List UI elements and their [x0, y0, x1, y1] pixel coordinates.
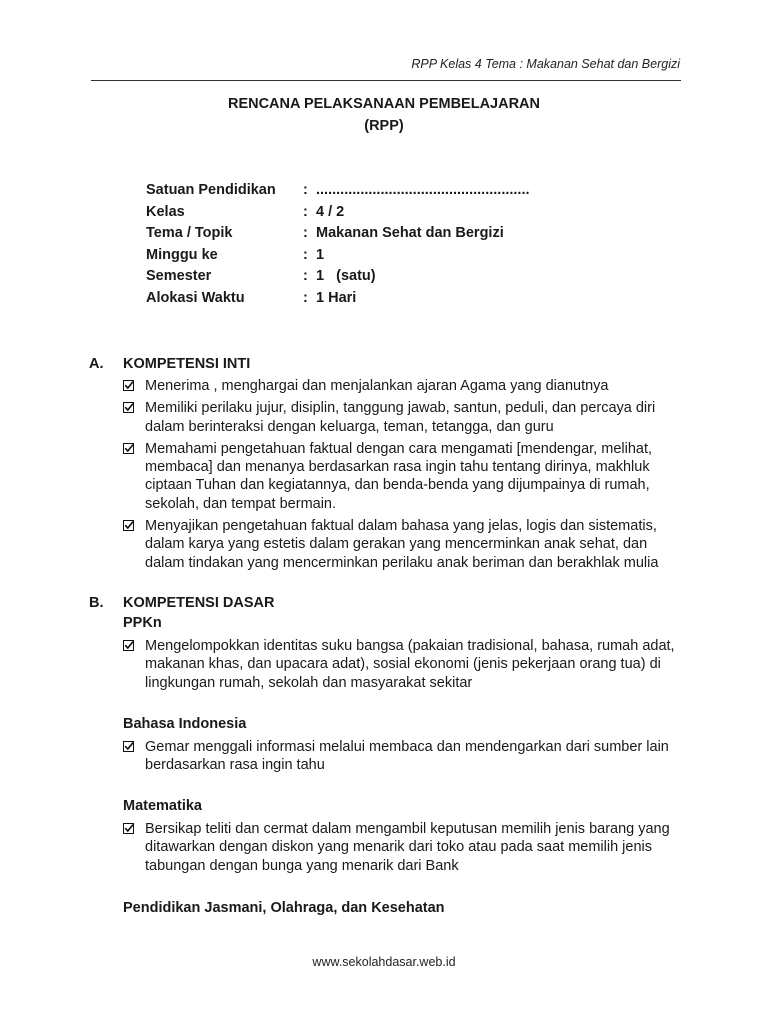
checkbox-icon	[123, 640, 134, 651]
identity-row	[146, 288, 530, 310]
ppkn-list	[123, 637, 683, 696]
list-item-text: Bersikap teliti dan cermat dalam mengambil keputusan memilih jenis barang yang ditawarkan dengan diskon yang menarik dari toko atau pada saat memilih jenis tabungan dengan bunga yang menarik dari Bank	[145, 821, 670, 874]
identity-colon: :	[303, 268, 308, 284]
identity-value: .....................................................	[316, 182, 530, 198]
section-letter: B.	[89, 595, 104, 611]
identity-value: 1	[316, 246, 325, 263]
identity-value: Makanan Sehat dan Bergizi	[316, 225, 504, 241]
section-title: KOMPETENSI DASAR	[123, 595, 275, 611]
identity-label: Minggu ke	[146, 246, 218, 263]
identity-table	[146, 180, 530, 309]
bahasa-indonesia-list	[123, 738, 683, 779]
subject-heading-pjok: Pendidikan Jasmani, Olahraga, dan Kesehatan	[123, 900, 445, 916]
identity-row	[146, 245, 530, 267]
identity-colon: :	[303, 225, 308, 241]
list-item	[123, 399, 683, 436]
list-item-text: Menerima , menghargai dan menjalankan ajaran Agama yang dianutnya	[145, 378, 609, 394]
checkbox-icon	[123, 741, 134, 752]
list-item	[123, 738, 683, 775]
kompetensi-inti-list	[123, 377, 683, 576]
identity-label: Tema / Topik	[146, 225, 233, 241]
section-letter: A.	[89, 356, 104, 372]
header-rule	[91, 80, 681, 81]
list-item	[123, 517, 683, 572]
section-title: KOMPETENSI INTI	[123, 356, 251, 372]
identity-row	[146, 266, 530, 288]
list-item	[123, 377, 683, 395]
identity-colon: :	[303, 203, 308, 220]
identity-value: 1 (satu)	[316, 268, 376, 284]
subject-heading-ppkn: PPKn	[123, 615, 162, 631]
document-title: RENCANA PELAKSANAAN PEMBELAJARAN	[227, 96, 541, 112]
identity-label: Alokasi Waktu	[146, 289, 245, 306]
identity-label: Satuan Pendidikan	[146, 182, 276, 198]
identity-row	[146, 223, 530, 245]
running-header: RPP Kelas 4 Tema : Makanan Sehat dan Bergizi	[411, 57, 680, 71]
checkbox-icon	[123, 443, 134, 454]
list-item-text: Memahami pengetahuan faktual dengan cara mengamati [mendengar, melihat, membaca] dan menanya berdasarkan rasa ingin tahu tentang dirinya, makhluk ciptaan Tuhan dan kegiatannya, dan benda-benda yang dijumpainya di rumah, sekolah, dan tempat bermain.	[145, 440, 653, 512]
list-item-text: Mengelompokkan identitas suku bangsa (pakaian tradisional, bahasa, rumah adat, makanan khas, dan upacara adat), sosial ekonomi (jenis pekerjaan orang tua) di lingkungan rumah, sekolah dan masyarakat sekitar	[145, 638, 675, 691]
list-item	[123, 820, 683, 875]
identity-row	[146, 202, 530, 224]
identity-value: 4 / 2	[316, 203, 345, 220]
list-item-text: Menyajikan pengetahuan faktual dalam bahasa yang jelas, logis dan sistematis, dalam karya yang estetis dalam gerakan yang mencerminkan anak sehat, dan dalam tindakan yang mencerminkan perilaku anak beriman dan berakhlak mulia	[145, 518, 659, 571]
checkbox-icon	[123, 380, 134, 391]
subject-heading-bahasa-indonesia: Bahasa Indonesia	[123, 716, 247, 732]
identity-colon: :	[303, 289, 308, 306]
list-item-text: Memiliki perilaku jujur, disiplin, tanggung jawab, santun, peduli, dan percaya diri dalam berinteraksi dengan keluarga, teman, tetangga, dan guru	[145, 400, 656, 435]
identity-label: Semester	[146, 268, 212, 284]
document-subtitle: (RPP)	[364, 118, 404, 134]
list-item	[123, 440, 683, 513]
identity-row	[146, 180, 530, 202]
matematika-list	[123, 820, 683, 879]
list-item	[123, 637, 683, 692]
identity-label: Kelas	[146, 203, 185, 220]
list-item-text: Gemar menggali informasi melalui membaca dan mendengarkan dari sumber lain berdasarkan rasa ingin tahu	[145, 739, 669, 774]
checkbox-icon	[123, 823, 134, 834]
identity-value: 1 Hari	[316, 289, 357, 306]
subject-heading-matematika: Matematika	[123, 798, 202, 814]
footer-url: www.sekolahdasar.web.id	[312, 955, 456, 969]
identity-colon: :	[303, 182, 308, 198]
checkbox-icon	[123, 402, 134, 413]
checkbox-icon	[123, 520, 134, 531]
identity-colon: :	[303, 246, 308, 263]
